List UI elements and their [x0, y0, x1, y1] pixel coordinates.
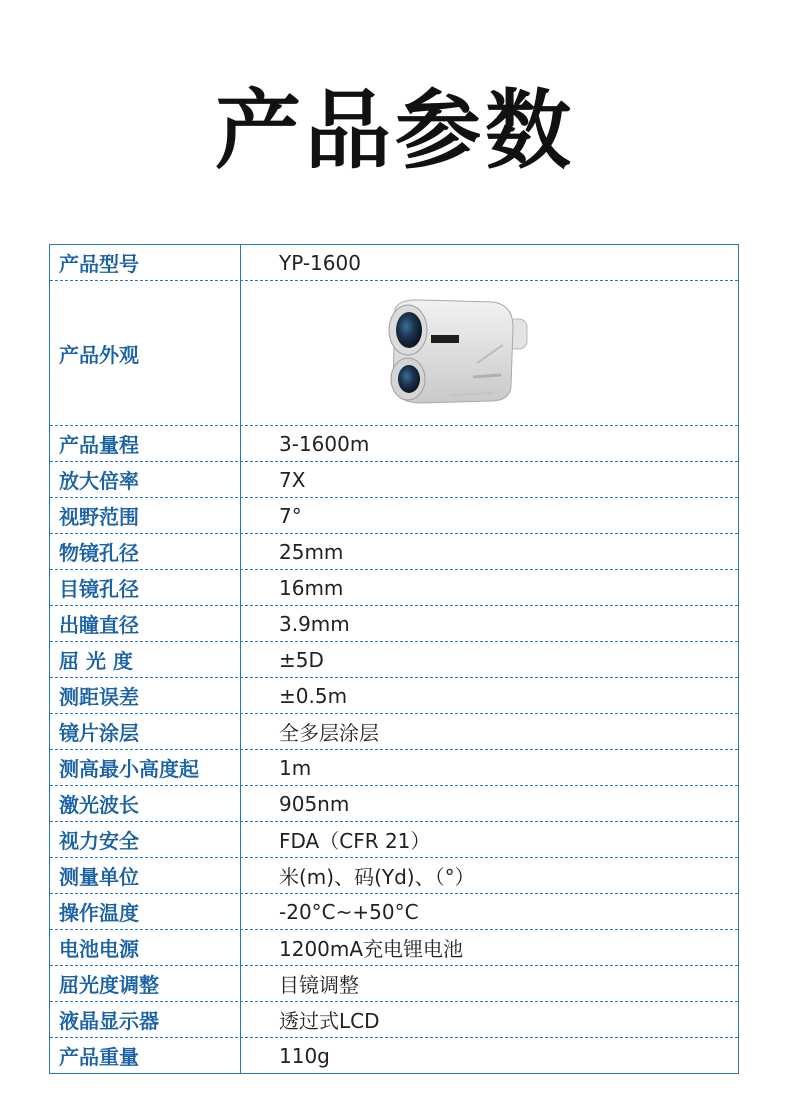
page-title: 产品参数 — [215, 80, 575, 181]
product-image-cell — [241, 281, 738, 425]
spec-label: 视力安全 — [50, 822, 241, 857]
spec-row-units — [50, 857, 738, 893]
spec-value: 3.9mm — [279, 611, 350, 636]
spec-value: 目镜调整 — [279, 973, 359, 997]
spec-value: -20°C~+50°C — [279, 899, 419, 924]
spec-label: 屈光度调整 — [50, 966, 241, 1001]
spec-value: ±0.5m — [279, 683, 348, 708]
spec-value: ±5D — [279, 647, 324, 672]
spec-value: 7X — [279, 467, 306, 492]
spec-value: 16mm — [279, 575, 344, 600]
spec-value: 全多层涂层 — [279, 721, 379, 745]
spec-row-magnification — [50, 461, 738, 497]
spec-row-coating — [50, 713, 738, 749]
spec-value: 110g — [279, 1043, 330, 1068]
spec-row-model — [50, 245, 738, 280]
spec-value: FDA（CFR 21） — [279, 829, 431, 853]
spec-row-display — [50, 1001, 738, 1037]
spec-label: 产品型号 — [50, 245, 241, 280]
spec-label: 镜片涂层 — [50, 714, 241, 749]
spec-row-laser-wavelength — [50, 785, 738, 821]
spec-label: 操作温度 — [50, 894, 241, 929]
spec-label: 产品量程 — [50, 426, 241, 461]
spec-row-diopter-adjust — [50, 965, 738, 1001]
spec-row-weight — [50, 1037, 738, 1073]
spec-label: 电池电源 — [50, 930, 241, 965]
spec-value: 1m — [279, 755, 312, 780]
spec-label: 放大倍率 — [50, 462, 241, 497]
spec-row-range — [50, 425, 738, 461]
spec-label: 液晶显示器 — [50, 1002, 241, 1037]
spec-label: 测高最小高度起 — [50, 750, 241, 785]
spec-label: 产品外观 — [50, 281, 241, 425]
spec-label: 产品重量 — [50, 1038, 241, 1073]
spec-label: 测距误差 — [50, 678, 241, 713]
spec-label: 激光波长 — [50, 786, 241, 821]
spec-row-eye-safety — [50, 821, 738, 857]
spec-row-battery — [50, 929, 738, 965]
spec-row-exit-pupil — [50, 605, 738, 641]
spec-row-field-of-view — [50, 497, 738, 533]
spec-value: 905nm — [279, 791, 350, 816]
spec-row-temperature — [50, 893, 738, 929]
spec-label: 测量单位 — [50, 858, 241, 893]
spec-row-appearance — [50, 280, 738, 425]
spec-value: 米(m)、码(Yd)、（°） — [279, 865, 475, 889]
spec-label: 目镜孔径 — [50, 570, 241, 605]
spec-label: 屈 光 度 — [50, 642, 241, 677]
spec-value: 透过式LCD — [279, 1009, 380, 1033]
spec-value: 7° — [279, 503, 302, 528]
spec-label: 视野范围 — [50, 498, 241, 533]
spec-value: 1200mA充电锂电池 — [279, 937, 464, 961]
spec-table — [49, 244, 739, 1074]
spec-row-accuracy — [50, 677, 738, 713]
spec-value: 3-1600m — [279, 431, 370, 456]
spec-value: YP-1600 — [279, 250, 361, 275]
spec-row-objective-aperture — [50, 533, 738, 569]
spec-row-diopter — [50, 641, 738, 677]
spec-label: 出瞳直径 — [50, 606, 241, 641]
rangefinder-image — [381, 297, 531, 409]
spec-row-eyepiece-aperture — [50, 569, 738, 605]
spec-row-min-height — [50, 749, 738, 785]
spec-label: 物镜孔径 — [50, 534, 241, 569]
spec-value: 25mm — [279, 539, 344, 564]
